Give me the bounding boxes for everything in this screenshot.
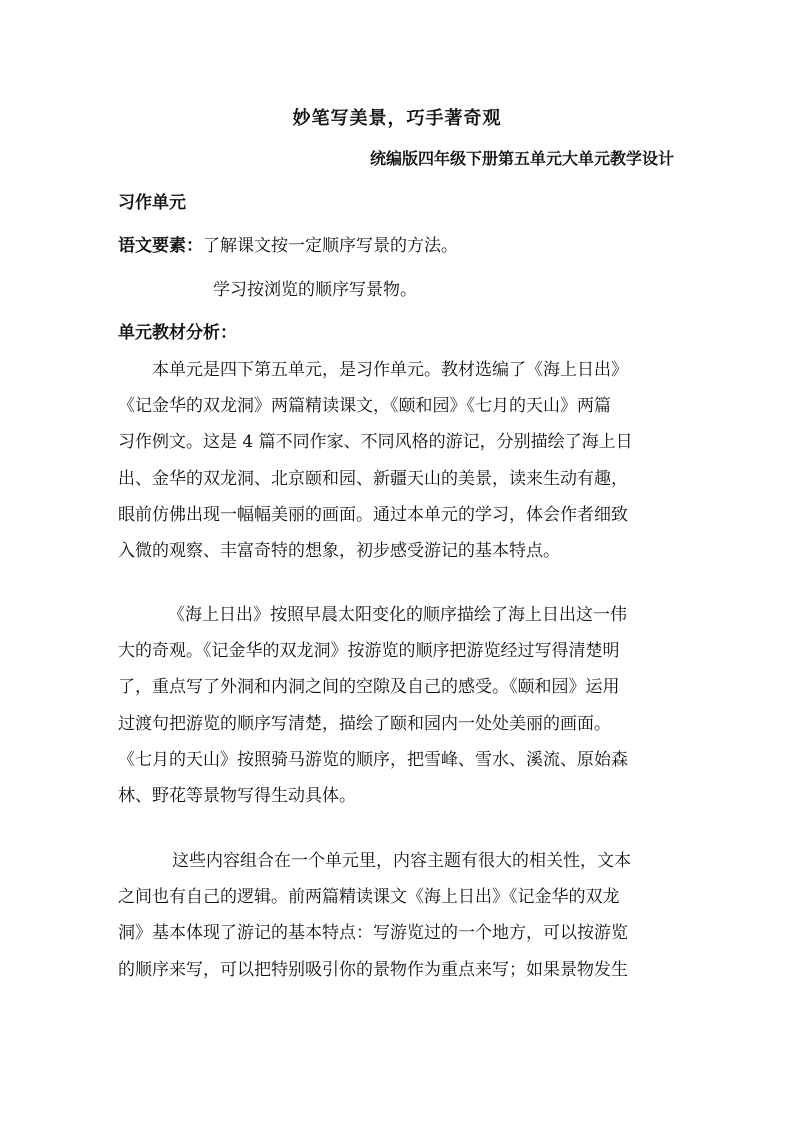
paragraph-2	[118, 597, 678, 814]
paragraph-1	[118, 352, 678, 569]
paragraph-line: 大的奇观。《记金华的双龙洞》按游览的顺序把游览经过写得清楚明	[118, 641, 620, 662]
document-subtitle: 统编版四年级下册第五单元大单元教学设计	[369, 149, 674, 168]
unit-heading: 习作单元	[118, 193, 186, 213]
language-goals-label: 语文要素：	[118, 236, 203, 256]
paragraph-line: 出、金华的双龙洞、北京颐和园、新疆天山的美景，读来生动有趣，	[118, 468, 628, 489]
paragraph-3	[118, 843, 678, 988]
language-goals	[118, 231, 458, 256]
paragraph-line: 过渡句把游览的顺序写清楚，描绘了颐和园内一处处美丽的画面。	[118, 713, 611, 734]
paragraph-line: 这些内容组合在一个单元里，内容主题有很大的相关性，文本	[172, 851, 631, 871]
paragraph-line: 之间也有自己的逻辑。前两篇精读课文《海上日出》《记金华的双龙	[118, 887, 620, 908]
paragraph-line: 的顺序来写，可以把特别吸引你的景物作为重点来写；如果景物发生	[118, 959, 628, 980]
paragraph-line: 本单元是四下第五单元，是习作单元。教材选编了《海上日出》	[152, 360, 628, 380]
analysis-heading: 单元教材分析：	[118, 323, 237, 343]
paragraph-line: 《记金华的双龙洞》两篇精读课文，《颐和园》《七月的天山》两篇	[118, 396, 611, 417]
paragraph-line: 洞》基本体现了游记的基本特点：写游览过的一个地方，可以按游览	[118, 923, 628, 944]
paragraph-line: 《七月的天山》按照骑马游览的顺序，把雪峰、雪水、溪流、原始森	[118, 749, 628, 770]
paragraph-line: 入微的观察、丰富奇特的想象，初步感受游记的基本特点。	[118, 541, 560, 562]
paragraph-line: 眼前仿佛出现一幅幅美丽的画面。通过本单元的学习，体会作者细致	[118, 504, 628, 525]
goal-1: 了解课文按一定顺序写景的方法。	[203, 236, 458, 256]
paragraph-line: 习作例文。这是 4 篇不同作家、不同风格的游记，分别描绘了海上日	[118, 432, 633, 453]
paragraph-line: 了，重点写了外洞和内洞之间的空隙及自己的感受。《颐和园》运用	[118, 677, 620, 698]
paragraph-line: 《海上日出》按照早晨太阳变化的顺序描绘了海上日出这一伟	[168, 605, 627, 625]
goal-2: 学习按浏览的顺序写景物。	[213, 280, 417, 300]
document-title: 妙笔写美景，巧手著奇观	[292, 108, 502, 129]
paragraph-line: 林、野花等景物写得生动具体。	[118, 786, 356, 807]
